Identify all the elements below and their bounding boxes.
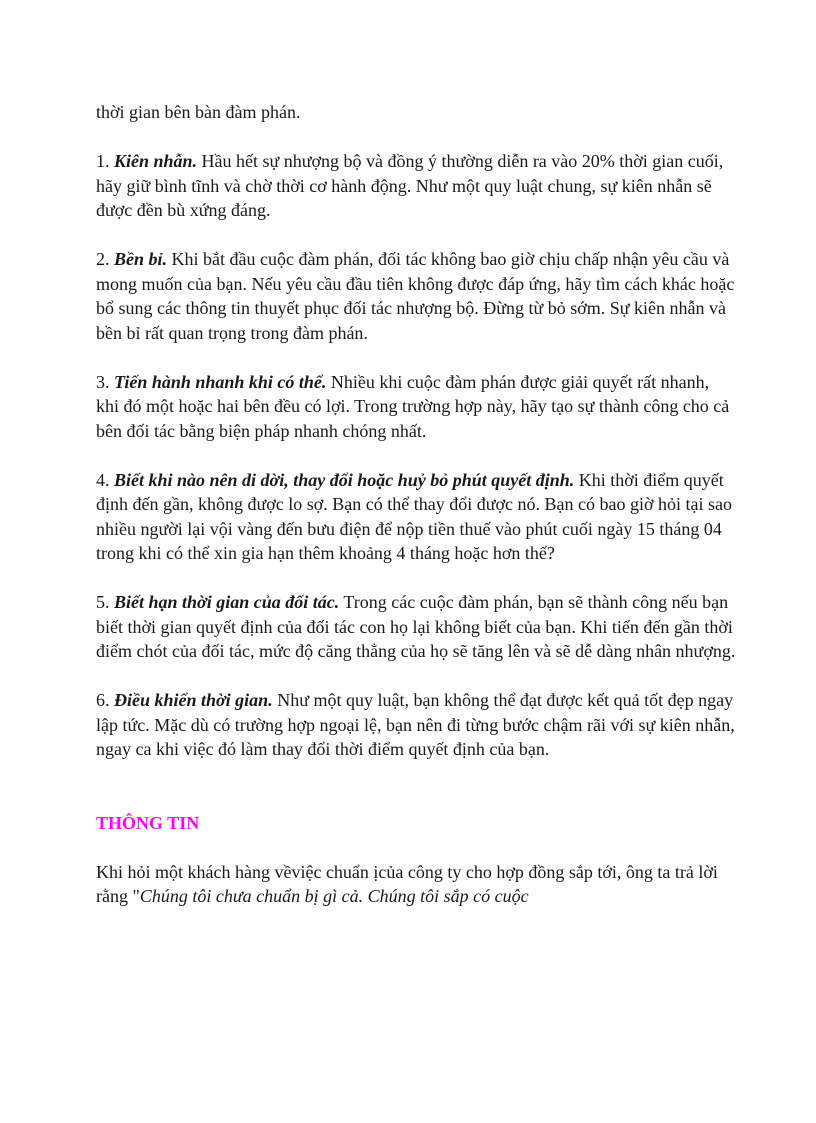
list-item: [96, 149, 736, 223]
section-heading: THÔNG TIN: [96, 812, 200, 833]
document-body: [96, 100, 736, 933]
item-lead: Kiên nhẫn.: [114, 151, 198, 171]
list-item: [96, 688, 736, 762]
item-number: 2.: [96, 249, 110, 269]
item-number: 4.: [96, 469, 110, 490]
closing-paragraph: [96, 860, 736, 909]
item-lead: Biết hạn thời gian của đối tác.: [114, 592, 340, 612]
item-text: Hầu hết sự nhượng bộ và đồng ý thường diễn ra vào 20% thời gian cuối, hãy giữ bình tĩnh và chờ thời cơ hành động. Như một quy luật chung, sự kiên nhẫn sẽ được đền bù xứng đáng.: [96, 151, 724, 220]
item-text: Nhiều khi cuộc đàm phán được giải quyết rất nhanh, khi đó một hoặc hai bên đều có lợi. Trong trường hợp này, hãy tạo sự thành công cho cả bên đối tác bằng biện pháp nhanh chóng nhất.: [96, 371, 730, 441]
item-lead: Điều khiển thời gian.: [114, 690, 273, 710]
closing-quote: Chúng tôi chưa chuẩn bị gì cả. Chúng tôi sắp có cuộc: [139, 886, 529, 906]
item-text: Khi bắt đầu cuộc đàm phán, đối tác không bao giờ chịu chấp nhận yêu cầu và mong muốn của bạn. Nếu yêu cầu đầu tiên không được đáp ứng, hãy tìm cách khác hoặc bổ sung các thông tin thuyết phục đối tác nhượng bộ. Đừng từ bỏ sớm. Sự kiên nhẫn và bền bỉ rất quan trọng trong đàm phán.: [96, 249, 735, 343]
closing-text: Khi hỏi một khách hàng vềviệc chuẩn ịcủa công ty cho hợp đồng sắp tới, ông ta trả lời rằng ": [96, 861, 718, 906]
list-item: [96, 247, 736, 345]
item-number: 6.: [96, 690, 110, 710]
item-lead: Biết khi nào nên di dời, thay đổi hoặc huỷ bỏ phút quyết định.: [114, 469, 575, 490]
list-item: [96, 370, 736, 444]
item-lead: Tiến hành nhanh khi có thể.: [114, 371, 327, 392]
item-number: 1.: [96, 151, 110, 171]
intro-paragraph: thời gian bên bàn đàm phán.: [96, 102, 301, 122]
item-number: 3.: [96, 371, 110, 392]
item-number: 5.: [96, 592, 110, 612]
list-item: [96, 468, 736, 566]
item-lead: Bền bỉ.: [114, 249, 168, 269]
item-text: Trong các cuộc đàm phán, bạn sẽ thành công nếu bạn biết thời gian quyết định của đối tác con họ lại không biết của bạn. Khi tiến đến gần thời điểm chót của đối tác, mức độ căng thẳng của họ sẽ tăng lên và sẽ dễ dàng nhân nhượng.: [96, 592, 736, 661]
item-text: Như một quy luật, bạn không thể đạt được kết quả tốt đẹp ngay lập tức. Mặc dù có trường hợp ngoại lệ, bạn nên đi từng bước chậm rãi với sự kiên nhẫn, ngay ca khi việc đó làm thay đổi thời điểm quyết định của bạn.: [96, 690, 735, 759]
list-item: [96, 590, 736, 664]
item-text: Khi thời điểm quyết định đến gần, không được lo sợ. Bạn có thể thay đổi được nó. Bạn có bao giờ hỏi tại sao nhiều người lại vội vàng đến bưu điện để nộp tiền thuế vào phút cuối ngày 15 tháng 04 trong khi có thể xin gia hạn thêm khoảng 4 tháng hoặc hơn thế?: [96, 469, 732, 563]
